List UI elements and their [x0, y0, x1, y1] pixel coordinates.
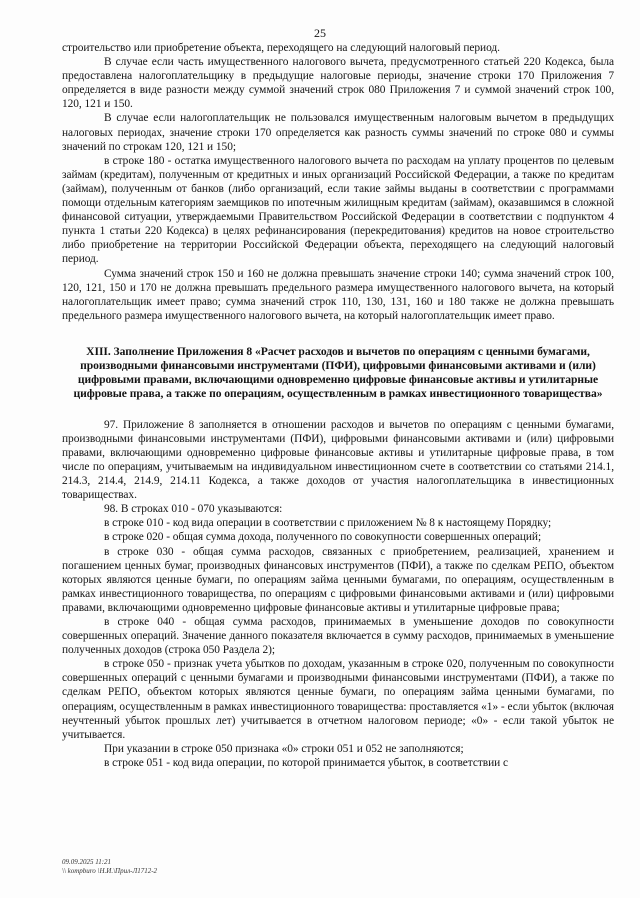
paragraph: 97. Приложение 8 заполняется в отношении расходов и вычетов по операциям с ценными бумагами, производными финансовыми инструментами (ПФИ), цифровыми финансовыми активами и (или) цифровыми правами, включающими одновременно цифровые финансовые активы и утилитарные цифровые права, в том числе по операциям, учитываемым на индивидуальном инвестиционном счете в соответствии со статьями 214.1, 214.3, 214.4, 214.9, 214.11 Кодекса, а также доходов от участия налогоплательщика в инвестиционных товариществах. — [62, 418, 614, 502]
footer-date: 09.09.2025 11:21 — [62, 858, 112, 866]
paragraph: в строке 050 - признак учета убытков по доходам, указанным в строке 020, полученным по совокупности совершенных операций с ценными бумагами и производными финансовыми инструментами (ПФИ), а также по сделкам РЕПО, объектом которых являются ценные бумаги, по операциям займа ценными бумагами, по операциям, осуществленным в рамках инвестиционного товарищества: проставляется «1» - если убыток (включая неучтенный убыток прошлых лет) учитывается в отчетном налоговом периоде; «0» - если такой убыток не учитывается. — [62, 658, 614, 741]
footer-path: \\ kompburo \Н.И.\Прил-Л1712-2 — [62, 867, 158, 875]
paragraphs-top — [62, 41, 614, 323]
paragraph: в строке 040 - общая сумма расходов, принимаемых в уменьшение доходов по совокупности совершенных операций. Значение данного показателя включается в сумму расходов, принимаемых в уменьшение полученных доходов (строка 050 Раздела 2); — [62, 616, 614, 657]
paragraph: в строке 030 - общая сумма расходов, связанных с приобретением, реализацией, хранением и погашением ценных бумаг, производных финансовых инструментов (ПФИ), а также по сделкам РЕПО, объектом которых являются ценные бумаги, по операциям займа ценными бумагами, по операциям, осуществленным в рамках инвестиционного товарищества, по операциям с цифровыми финансовыми активами и (или) цифровыми правами, включающими одновременно цифровые финансовые активы и утилитарные цифровые права; — [62, 545, 614, 614]
paragraph: в строке 010 - код вида операции в соответствии с приложением № 8 к настоящему Порядку; — [104, 517, 552, 530]
paragraph: При указании в строке 050 признака «0» строки 051 и 052 не заполняются; — [104, 742, 464, 755]
section-title: XIII. Заполнение Приложения 8 «Расчет расходов и вычетов по операциям с ценными бумагами, производными финансовыми инструментами (ПФИ), цифровыми финансовыми активами и (или) цифровыми правами, включающими одновременно цифровые финансовые активы и утилитарные цифровые права, а также по операциям, осуществленным в рамках инвестиционного товарищества» — [73, 344, 603, 401]
page-number: 25 — [314, 26, 326, 40]
paragraph: В случае если налогоплательщик не пользовался имущественным налоговым вычетом в предыдущих налоговых периодах, значение строки 170 определяется как разность суммы значений по строке 080 и суммы значений по строкам 120, 121 и 150; — [62, 112, 614, 153]
footer-stamp — [62, 858, 362, 876]
paragraph: в строке 180 - остатка имущественного налогового вычета по расходам на уплату процентов по целевым займам (кредитам), полученным от кредитных и иных организаций Российской Федерации, а также по кредитам (займам), полученным от банков (либо организаций, если такие займы выданы в соответствии с программами помощи отдельным категориям заемщиков по ипотечным жилищным кредитам (займам), оказавшимся в сложной финансовой ситуации, утверждаемыми Правительством Российской Федерации в соответствии с подпунктом 4 пункта 1 статьи 220 Кодекса) в целях рефинансирования (перекредитования) кредитов на новое строительство либо приобретение на территории Российской Федерации объекта, переходящего на следующий налоговый период. — [62, 154, 614, 266]
paragraphs-bottom — [62, 418, 614, 770]
paragraph: строительство или приобретение объекта, переходящего на следующий налоговый период. — [62, 42, 500, 54]
paragraph: в строке 020 - общая сумма дохода, полученного по совокупности совершенных операций; — [104, 531, 542, 544]
paragraph: В случае если часть имущественного налогового вычета, предусмотренного статьей 220 Кодекса, была предоставлена налогоплательщику в предыдущие налоговые периоды, значение строки 170 Приложения 7 определяется в виде разности между суммой значений строк 080 Приложения 7 и суммой значений строк 100, 120, 121 и 150. — [62, 56, 614, 111]
paragraph: в строке 051 - код вида операции, по которой принимается убыток, в соответствии с — [104, 756, 508, 769]
paragraph: 98. В строках 010 - 070 указываются: — [104, 503, 283, 516]
document-body — [62, 41, 614, 770]
paragraph: Сумма значений строк 150 и 160 не должна превышать значение строки 140; сумма значений строк 100, 120, 121, 150 и 170 не должна превышать предельного размера имущественного налогового вычета, на который налогоплательщик имеет право; сумма значений строк 110, 130, 131, 160 и 180 также не должна превышать предельного размера имущественного налогового вычета, на который налогоплательщик имеет право. — [62, 267, 614, 322]
